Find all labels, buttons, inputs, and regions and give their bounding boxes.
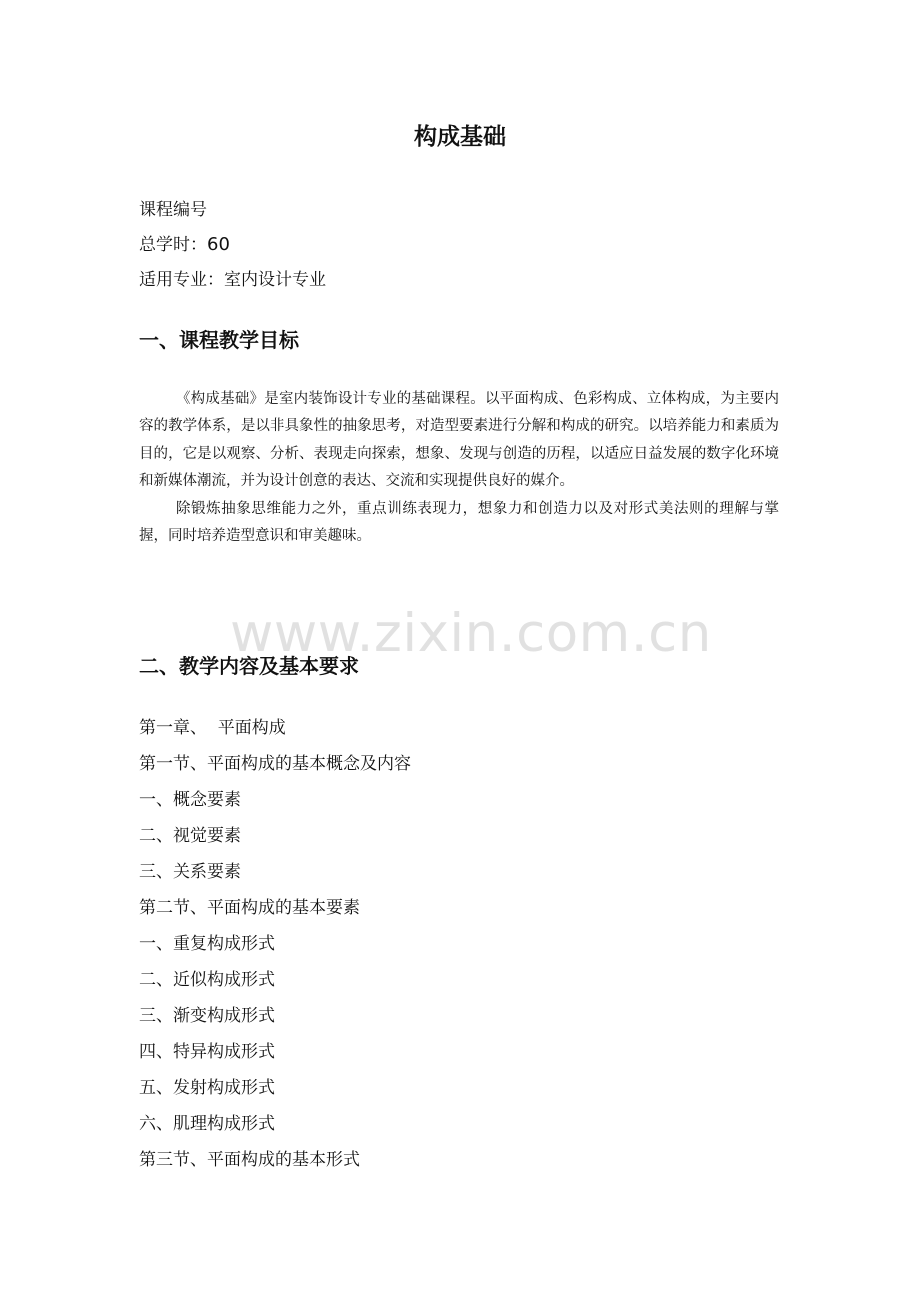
total-hours-value: 60 bbox=[207, 234, 230, 255]
total-hours-row bbox=[139, 232, 326, 267]
objectives-paragraph: 除锻炼抽象思维能力之外，重点训练表现力，想象力和创造力以及对形式美法则的理解与掌握，同时培养造型意识和审美趣味。 bbox=[139, 500, 779, 545]
outline-item: 三、关系要素 bbox=[139, 862, 241, 882]
course-meta bbox=[139, 197, 326, 302]
outline-item: 第一章、 平面构成 bbox=[139, 718, 286, 738]
outline-item: 第三节、平面构成的基本形式 bbox=[139, 1150, 360, 1170]
outline-item: 第二节、平面构成的基本要素 bbox=[139, 898, 360, 918]
outline-item: 六、肌理构成形式 bbox=[139, 1114, 275, 1134]
objectives-body bbox=[139, 386, 779, 550]
objectives-paragraph: 《构成基础》是室内装饰设计专业的基础课程。以平面构成、色彩构成、立体构成，为主要内容的教学体系，是以非具象性的抽象思考，对造型要素进行分解和构成的研究。以培养能力和素质为目的，它是以观察、分析、表现走向探索，想象、发现与创造的历程，以适应日益发展的数字化环境和新媒体潮流，并为设计创意的表达、交流和实现提供良好的媒介。 bbox=[139, 391, 779, 490]
outline-item: 一、重复构成形式 bbox=[139, 934, 275, 954]
outline-item: 二、视觉要素 bbox=[139, 826, 241, 846]
section-heading-objectives: 一、课程教学目标 bbox=[139, 328, 299, 352]
watermark: www.zixin.com.cn bbox=[230, 603, 712, 664]
course-code-label: 课程编号 bbox=[139, 200, 207, 220]
applicable-major: 适用专业：室内设计专业 bbox=[139, 270, 326, 290]
total-hours-label: 总学时： bbox=[139, 235, 207, 255]
outline-item: 五、发射构成形式 bbox=[139, 1078, 275, 1098]
content-outline bbox=[139, 714, 411, 1182]
outline-item: 三、渐变构成形式 bbox=[139, 1006, 275, 1026]
outline-item: 一、概念要素 bbox=[139, 790, 241, 810]
outline-item: 四、特异构成形式 bbox=[139, 1042, 275, 1062]
outline-item: 第一节、平面构成的基本概念及内容 bbox=[139, 754, 411, 774]
document-title: 构成基础 bbox=[414, 124, 506, 150]
section-heading-content: 二、教学内容及基本要求 bbox=[139, 654, 359, 678]
outline-item: 二、近似构成形式 bbox=[139, 970, 275, 990]
